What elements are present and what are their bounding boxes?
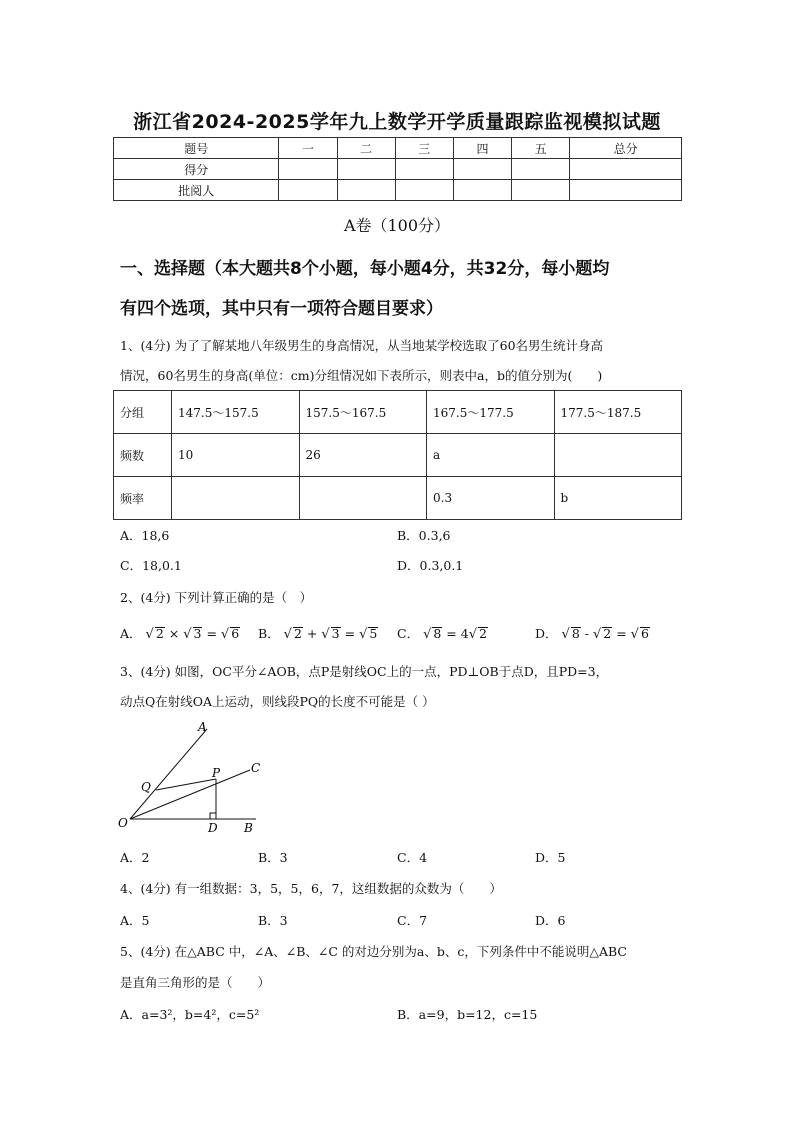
q5-stem-line1: 5、(4分) 在△ABC 中，∠A、∠B、∠C 的对边分别为a、b、c，下列条件中不能说明△ABC bbox=[120, 944, 627, 959]
radicand: 6 bbox=[640, 626, 649, 641]
score-cell[interactable] bbox=[279, 180, 337, 201]
q2-stem: 2、(4分) 下列计算正确的是（ ） bbox=[120, 590, 313, 605]
score-header-cell: 题号 bbox=[114, 138, 279, 159]
q1-option-b[interactable]: B．0.3,6 bbox=[397, 528, 451, 543]
score-row-label: 得分 bbox=[114, 159, 279, 180]
score-cell[interactable] bbox=[395, 159, 453, 180]
height-frequency-table bbox=[113, 390, 682, 520]
right-angle-marker bbox=[210, 813, 216, 819]
option-label: A． bbox=[120, 626, 142, 641]
radicand: 3 bbox=[193, 626, 202, 641]
radical-sign-icon: √ bbox=[592, 627, 602, 642]
table-cell: 177.5～187.5 bbox=[554, 391, 682, 434]
radical-sign-icon: √ bbox=[321, 627, 330, 642]
q1-option-d[interactable]: D．0.3,0.1 bbox=[397, 558, 464, 573]
table-cell bbox=[554, 434, 682, 477]
radical-sign-icon: √ bbox=[145, 627, 154, 642]
operator: × bbox=[168, 626, 180, 641]
radicand: 2 bbox=[293, 626, 302, 641]
option-label: D． bbox=[535, 626, 558, 641]
segment-pq bbox=[156, 779, 216, 790]
option-label: B． bbox=[258, 626, 280, 641]
radical-sign-icon: √ bbox=[561, 627, 570, 642]
score-header-cell: 总分 bbox=[570, 138, 682, 159]
score-cell[interactable] bbox=[279, 159, 337, 180]
score-header-cell: 二 bbox=[337, 138, 395, 159]
table-cell: 0.3 bbox=[427, 477, 555, 520]
q2-option-b[interactable] bbox=[258, 624, 378, 642]
radicand: 2 bbox=[479, 626, 487, 641]
table-cell: a bbox=[427, 434, 555, 477]
equals-sign: = bbox=[206, 626, 217, 641]
table-cell: 频率 bbox=[114, 477, 172, 520]
radicand: 8 bbox=[433, 626, 442, 641]
score-cell[interactable] bbox=[512, 180, 570, 201]
operator: - bbox=[584, 626, 589, 641]
label-b: B bbox=[244, 821, 253, 835]
score-table-header-row bbox=[114, 138, 682, 159]
score-row-label: 批阅人 bbox=[114, 180, 279, 201]
ray-oa bbox=[130, 729, 207, 819]
q4-option-a[interactable]: A．5 bbox=[120, 913, 150, 928]
score-header-cell: 四 bbox=[453, 138, 511, 159]
q4-stem: 4、(4分) 有一组数据：3，5，5，6，7，这组数据的众数为（ ） bbox=[120, 881, 502, 896]
table-cell: 26 bbox=[299, 434, 427, 477]
label-o: O bbox=[118, 816, 128, 830]
radicand: 2 bbox=[155, 626, 164, 641]
table-cell: 167.5～177.5 bbox=[427, 391, 555, 434]
q4-option-c[interactable]: C．7 bbox=[397, 913, 428, 928]
radicand: 5 bbox=[369, 626, 378, 641]
ray-oc bbox=[130, 770, 250, 819]
radical-sign-icon: √ bbox=[283, 627, 292, 642]
radicand: 2 bbox=[603, 626, 612, 641]
label-d: D bbox=[208, 821, 218, 835]
table-cell bbox=[172, 477, 300, 520]
table-row bbox=[114, 391, 682, 434]
table-cell: 频数 bbox=[114, 434, 172, 477]
q2-option-d[interactable] bbox=[535, 624, 650, 642]
q4-option-b[interactable]: B．3 bbox=[258, 913, 288, 928]
score-header-cell: 五 bbox=[512, 138, 570, 159]
table-cell: 157.5～167.5 bbox=[299, 391, 427, 434]
exam-title: 浙江省2024-2025学年九上数学开学质量跟踪监视模拟试题 bbox=[133, 111, 661, 133]
q2-option-a[interactable] bbox=[120, 624, 240, 642]
radicand: 3 bbox=[331, 626, 340, 641]
label-a: A bbox=[198, 720, 207, 734]
q3-stem-line2: 动点Q在射线OA上运动，则线段PQ的长度不可能是（ ） bbox=[120, 694, 435, 709]
label-q: Q bbox=[141, 780, 151, 794]
score-cell[interactable] bbox=[337, 159, 395, 180]
q5-option-a[interactable]: A．a=3²，b=4²，c=5² bbox=[120, 1007, 260, 1022]
equals-sign: = bbox=[344, 626, 356, 641]
table-row bbox=[114, 434, 682, 477]
operator: + bbox=[306, 626, 318, 641]
q1-option-a[interactable]: A．18,6 bbox=[120, 528, 170, 543]
q3-option-d[interactable]: D．5 bbox=[535, 850, 566, 865]
score-cell[interactable] bbox=[337, 180, 395, 201]
q5-option-b[interactable]: B．a=9，b=12，c=15 bbox=[397, 1007, 538, 1022]
table-row bbox=[114, 477, 682, 520]
equals-sign: = bbox=[616, 626, 627, 641]
section-heading-line1: 一、选择题（本大题共8个小题，每小题4分，共32分，每小题均 bbox=[120, 259, 610, 279]
label-c: C bbox=[251, 761, 261, 775]
q3-stem-line1: 3、(4分) 如图，OC平分∠AOB，点P是射线OC上的一点，PD⊥OB于点D，且PD=3， bbox=[120, 664, 609, 679]
label-p: P bbox=[212, 766, 221, 780]
score-table-row bbox=[114, 159, 682, 180]
score-header-cell: 一 bbox=[279, 138, 337, 159]
radical-sign-icon: √ bbox=[183, 627, 192, 642]
q4-option-d[interactable]: D．6 bbox=[535, 913, 566, 928]
score-header-cell: 三 bbox=[395, 138, 453, 159]
score-cell[interactable] bbox=[570, 180, 682, 201]
radical-sign-icon: √ bbox=[468, 627, 477, 642]
score-cell[interactable] bbox=[395, 180, 453, 201]
radical-sign-icon: √ bbox=[220, 627, 230, 642]
option-label: C． bbox=[397, 626, 420, 641]
q5-stem-line2: 是直角三角形的是（ ） bbox=[120, 975, 271, 990]
score-table-row bbox=[114, 180, 682, 201]
radicand: 8 bbox=[571, 626, 580, 641]
q3-option-c[interactable]: C．4 bbox=[397, 850, 428, 865]
table-cell: b bbox=[554, 477, 682, 520]
radical-sign-icon: √ bbox=[423, 627, 432, 642]
score-cell[interactable] bbox=[453, 159, 511, 180]
radicand: 6 bbox=[231, 626, 240, 641]
volume-heading: A卷（100分） bbox=[343, 216, 451, 235]
table-cell: 分组 bbox=[114, 391, 172, 434]
section-heading-line2: 有四个选项，其中只有一项符合题目要求） bbox=[120, 299, 443, 319]
radical-sign-icon: √ bbox=[630, 627, 639, 642]
radical-sign-icon: √ bbox=[359, 627, 368, 642]
score-cell[interactable] bbox=[512, 159, 570, 180]
q1-stem-line2: 情况，60名男生的身高(单位：cm)分组情况如下表所示，则表中a，b的值分别为( ) bbox=[120, 368, 603, 383]
q2-option-c[interactable] bbox=[397, 624, 488, 642]
q1-option-c[interactable]: C．18,0.1 bbox=[120, 558, 182, 573]
angle-bisector-figure bbox=[110, 718, 280, 838]
score-table bbox=[113, 137, 682, 201]
q3-option-a[interactable]: A．2 bbox=[120, 850, 150, 865]
q3-option-b[interactable]: B．3 bbox=[258, 850, 288, 865]
q1-stem-line1: 1、(4分) 为了了解某地八年级男生的身高情况，从当地某学校选取了60名男生统计身高 bbox=[120, 338, 604, 353]
table-cell: 147.5～157.5 bbox=[172, 391, 300, 434]
table-cell bbox=[299, 477, 427, 520]
equals-sign: = 4 bbox=[446, 626, 469, 641]
score-cell[interactable] bbox=[453, 180, 511, 201]
score-cell[interactable] bbox=[570, 159, 682, 180]
table-cell: 10 bbox=[172, 434, 300, 477]
